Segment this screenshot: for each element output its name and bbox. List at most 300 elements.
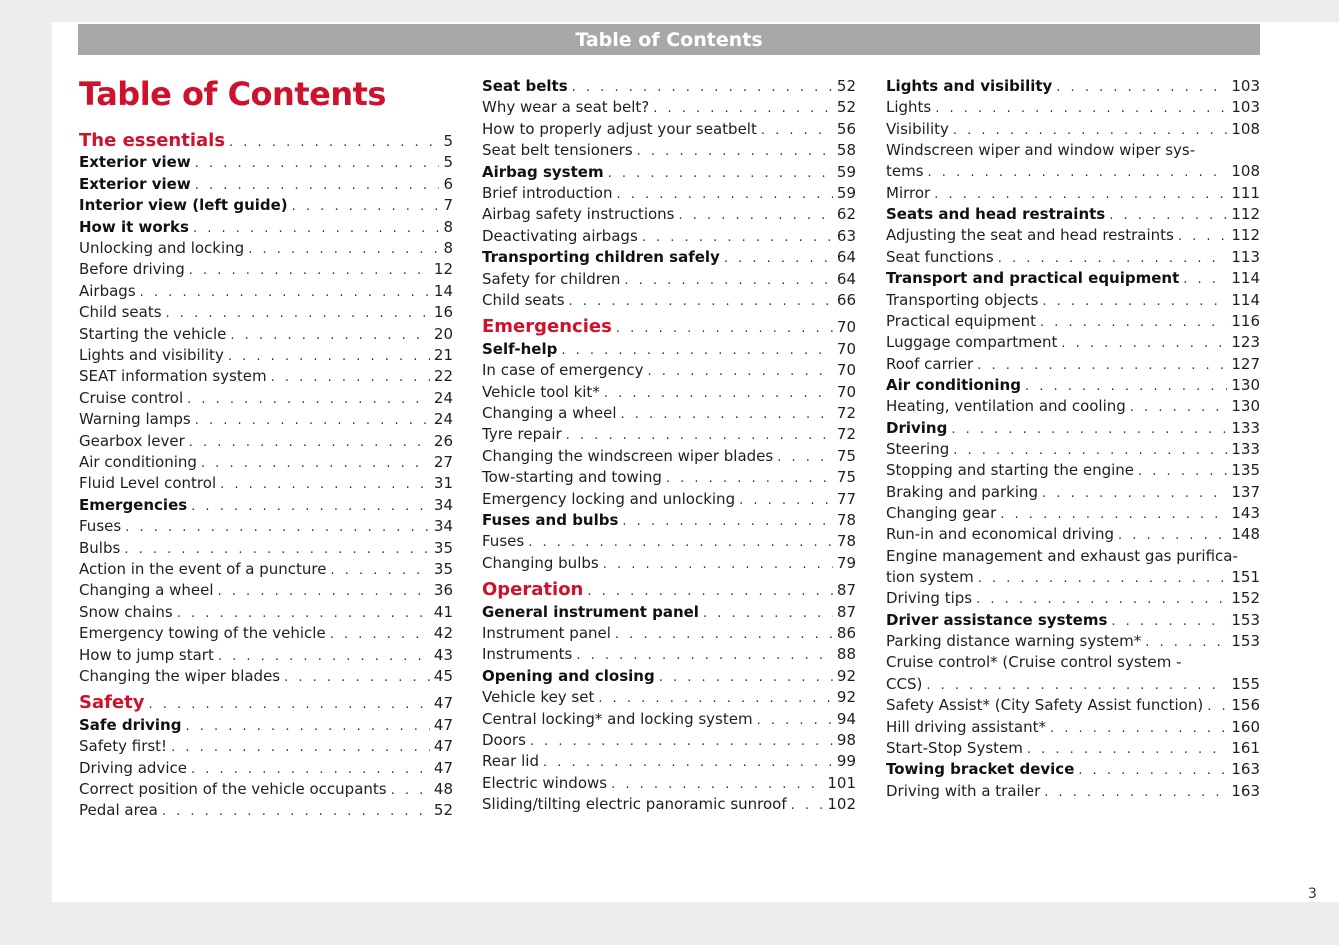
toc-page-number: 64 bbox=[836, 248, 856, 267]
toc-entry bbox=[79, 780, 453, 798]
toc-entry-title: Warning lamps bbox=[79, 410, 191, 429]
toc-entry bbox=[482, 291, 856, 309]
toc-entry-title: Changing the wiper blades bbox=[79, 667, 281, 685]
toc-leader-dots bbox=[572, 80, 833, 95]
toc-entry bbox=[482, 383, 856, 401]
toc-page-number: 114 bbox=[1231, 290, 1260, 309]
toc-page-number: 116 bbox=[1231, 311, 1260, 330]
toc-entry bbox=[886, 397, 1260, 415]
toc-entry bbox=[482, 667, 856, 685]
toc-entry-title: Driving advice bbox=[79, 758, 187, 777]
toc-leader-dots bbox=[757, 713, 833, 728]
page-number: 3 bbox=[1308, 886, 1317, 902]
toc-page-number: 14 bbox=[433, 281, 453, 300]
toc-leader-dots bbox=[928, 165, 1228, 180]
toc-page-number: 101 bbox=[827, 773, 856, 792]
toc-entry-title: Child seats bbox=[79, 303, 162, 322]
toc-leader-dots bbox=[220, 477, 430, 492]
toc-leader-dots bbox=[761, 123, 833, 138]
toc-entry bbox=[79, 325, 453, 343]
toc-entry bbox=[79, 218, 453, 236]
toc-leader-dots bbox=[1130, 400, 1228, 415]
toc-page-number: 148 bbox=[1231, 525, 1260, 544]
toc-entry bbox=[886, 162, 1260, 180]
toc-leader-dots bbox=[648, 364, 833, 379]
toc-entry-title: Pedal area bbox=[79, 801, 158, 820]
toc-leader-dots bbox=[195, 178, 440, 193]
toc-page-number: 59 bbox=[836, 162, 856, 181]
toc-entry bbox=[886, 760, 1260, 778]
toc-entry bbox=[482, 645, 856, 663]
toc-page-number: 112 bbox=[1231, 226, 1260, 245]
toc-entry-title: Driver assistance systems bbox=[886, 610, 1108, 629]
toc-page-number: 72 bbox=[836, 425, 856, 444]
toc-page-number: 12 bbox=[433, 260, 453, 279]
toc-entry-title: Driving tips bbox=[886, 589, 973, 608]
toc-page-number: 16 bbox=[433, 303, 453, 322]
toc-entry bbox=[79, 560, 453, 578]
toc-leader-dots bbox=[608, 166, 833, 181]
toc-entry-title: Heating, ventilation and cooling bbox=[886, 397, 1126, 416]
toc-entry bbox=[79, 303, 453, 321]
toc-entry-title: Seat belt tensioners bbox=[482, 141, 633, 160]
toc-leader-dots bbox=[1025, 379, 1227, 394]
toc-entry bbox=[482, 404, 856, 422]
toc-page-number: 34 bbox=[433, 495, 453, 514]
toc-leader-dots bbox=[642, 230, 833, 245]
toc-page-number: 52 bbox=[836, 77, 856, 95]
toc-entry-title: Stopping and starting the engine bbox=[886, 461, 1135, 480]
toc-page-number: 113 bbox=[1231, 247, 1260, 266]
toc-page-number: 135 bbox=[1231, 461, 1260, 480]
toc-entry bbox=[482, 624, 856, 642]
toc-page-number: 75 bbox=[836, 468, 856, 487]
toc-entry-title: Run-in and economical driving bbox=[886, 525, 1115, 544]
toc-page-number: 78 bbox=[836, 511, 856, 529]
toc-page-number: 108 bbox=[1231, 119, 1260, 138]
toc-entry bbox=[79, 517, 453, 535]
toc-entry bbox=[886, 782, 1260, 800]
toc-entry-title: Airbag safety instructions bbox=[482, 205, 675, 224]
toc-entry bbox=[886, 739, 1260, 757]
toc-entry-title: How to jump start bbox=[79, 645, 214, 664]
toc-leader-dots bbox=[1178, 229, 1228, 244]
toc-leader-dots bbox=[166, 306, 430, 321]
toc-page-number: 103 bbox=[1231, 98, 1260, 117]
toc-entry-title: In case of emergency bbox=[482, 361, 644, 380]
toc-page-number: 163 bbox=[1231, 781, 1260, 800]
toc-leader-dots bbox=[124, 542, 430, 557]
toc-leader-dots bbox=[1056, 80, 1227, 95]
toc-page-number: 108 bbox=[1231, 162, 1260, 181]
toc-entry-title: General instrument panel bbox=[482, 602, 699, 621]
toc-entry-title: Interior view (left guide) bbox=[79, 196, 288, 215]
toc-entry bbox=[886, 718, 1260, 736]
toc-leader-dots bbox=[171, 740, 430, 755]
toc-entry bbox=[886, 120, 1260, 138]
toc-entry bbox=[886, 77, 1260, 95]
toc-entry-title: Cruise control bbox=[79, 388, 184, 407]
toc-entry bbox=[79, 196, 453, 214]
toc-page-number: 127 bbox=[1231, 354, 1260, 373]
toc-entry bbox=[482, 603, 856, 621]
toc-leader-dots bbox=[543, 755, 833, 770]
toc-entry bbox=[79, 346, 453, 364]
toc-entry bbox=[886, 696, 1260, 714]
toc-entry bbox=[79, 667, 453, 685]
toc-page-number: 36 bbox=[433, 581, 453, 600]
toc-page-number: 31 bbox=[433, 474, 453, 493]
toc-entry-title: Correct position of the vehicle occupants bbox=[79, 780, 387, 798]
toc-page-number: 24 bbox=[433, 388, 453, 407]
toc-entry-title: Central locking* and locking system bbox=[482, 709, 753, 728]
toc-entry bbox=[482, 184, 856, 202]
toc-page-number: 88 bbox=[836, 645, 856, 664]
toc-entry-title: Fluid Level control bbox=[79, 474, 217, 493]
toc-entry-title: Tow-starting and towing bbox=[482, 468, 662, 487]
toc-page-number: 70 bbox=[836, 361, 856, 380]
toc-leader-dots bbox=[1138, 464, 1227, 479]
toc-leader-dots bbox=[934, 187, 1227, 202]
toc-entry-title: Seats and head restraints bbox=[886, 205, 1106, 224]
toc-leader-dots bbox=[611, 777, 823, 792]
toc-entry-title: Roof carrier bbox=[886, 354, 974, 373]
toc-entry bbox=[886, 675, 1260, 693]
toc-entry bbox=[482, 774, 856, 792]
toc-page-number: 112 bbox=[1231, 205, 1260, 224]
toc-leader-dots bbox=[615, 627, 833, 642]
toc-entry-title: Adjusting the seat and head restraints bbox=[886, 226, 1174, 245]
toc-entry bbox=[79, 646, 453, 664]
toc-leader-dots bbox=[284, 670, 430, 685]
toc-entry bbox=[79, 474, 453, 492]
toc-leader-dots bbox=[1183, 272, 1227, 287]
toc-entry-title: Self-help bbox=[482, 339, 558, 358]
toc-entry bbox=[886, 419, 1260, 437]
toc-entry-title: Hill driving assistant* bbox=[886, 717, 1047, 736]
toc-page-number: 35 bbox=[433, 538, 453, 557]
toc-leader-dots bbox=[1000, 507, 1227, 522]
toc-leader-dots bbox=[149, 697, 430, 712]
toc-entry-title: Lights bbox=[886, 98, 932, 117]
toc-page-number: 5 bbox=[443, 132, 453, 150]
toc-entry-title: Opening and closing bbox=[482, 666, 655, 685]
toc-entry-title: Rear lid bbox=[482, 752, 539, 771]
toc-entry-title: Emergencies bbox=[79, 495, 188, 514]
toc-entry-title: tion system bbox=[886, 568, 974, 587]
toc-page-number: 75 bbox=[836, 446, 856, 465]
toc-entry-title: Braking and parking bbox=[886, 482, 1039, 501]
toc-leader-dots bbox=[1042, 294, 1227, 309]
toc-entry bbox=[482, 141, 856, 159]
toc-entry-title: Air conditioning bbox=[79, 453, 197, 471]
toc-page-number: 45 bbox=[433, 667, 453, 685]
toc-page-number: 47 bbox=[433, 715, 453, 734]
toc-entry bbox=[482, 532, 856, 550]
toc-entry bbox=[79, 759, 453, 777]
toc-page-number: 27 bbox=[433, 453, 453, 471]
toc-entry bbox=[886, 376, 1260, 394]
toc-page-number: 70 bbox=[836, 382, 856, 401]
toc-entry bbox=[886, 568, 1260, 586]
toc-page-number: 41 bbox=[433, 602, 453, 621]
toc-entry-title: Gearbox lever bbox=[79, 431, 185, 450]
toc-page-number: 133 bbox=[1231, 418, 1260, 437]
toc-leader-dots bbox=[162, 804, 430, 819]
toc-entry-title: Exterior view bbox=[79, 174, 191, 193]
toc-entry-title: Bulbs bbox=[79, 538, 121, 557]
toc-entry bbox=[482, 361, 856, 379]
toc-entry-title: Changing a wheel bbox=[482, 404, 617, 422]
toc-page-number: 64 bbox=[836, 269, 856, 288]
toc-entry-title: Transporting objects bbox=[886, 290, 1039, 309]
toc-entry-title: Emergency towing of the vehicle bbox=[79, 624, 326, 643]
toc-entry bbox=[886, 611, 1260, 629]
toc-leader-dots bbox=[576, 648, 833, 663]
toc-entry bbox=[79, 260, 453, 278]
toc-leader-dots bbox=[1044, 785, 1227, 800]
toc-page-number: 160 bbox=[1231, 717, 1260, 736]
toc-page-number: 130 bbox=[1231, 397, 1260, 416]
toc-page-number: 114 bbox=[1231, 269, 1260, 288]
toc-entry-title: Brief introduction bbox=[482, 184, 613, 202]
toc-entry-title: Changing bulbs bbox=[482, 553, 599, 572]
toc-entry bbox=[79, 175, 453, 193]
toc-section bbox=[79, 692, 453, 713]
toc-leader-dots bbox=[1078, 763, 1227, 778]
toc-leader-dots bbox=[1145, 635, 1227, 650]
toc-page-number: 79 bbox=[836, 553, 856, 572]
toc-leader-dots bbox=[391, 783, 430, 798]
toc-page-number: 63 bbox=[836, 226, 856, 245]
toc-entry bbox=[482, 795, 856, 813]
toc-leader-dots bbox=[659, 670, 833, 685]
toc-leader-dots bbox=[951, 422, 1227, 437]
toc-entry bbox=[886, 333, 1260, 351]
toc-entry bbox=[482, 248, 856, 266]
toc-entry-title: Safety for children bbox=[482, 269, 621, 288]
toc-entry bbox=[482, 98, 856, 116]
toc-leader-dots bbox=[187, 392, 430, 407]
toc-leader-dots bbox=[191, 499, 430, 514]
toc-entry-title: Deactivating airbags bbox=[482, 226, 638, 245]
toc-leader-dots bbox=[185, 719, 429, 734]
toc-leader-dots bbox=[1207, 699, 1227, 714]
toc-entry bbox=[482, 77, 856, 95]
toc-entry-title: Cruise control* (Cruise control system - bbox=[886, 653, 1182, 672]
toc-page-number: 72 bbox=[836, 404, 856, 422]
toc-entry bbox=[79, 539, 453, 557]
toc-page-number: 99 bbox=[836, 752, 856, 771]
toc-leader-dots bbox=[791, 798, 824, 813]
toc-entry-title: SEAT information system bbox=[79, 367, 267, 386]
toc-page-number: 130 bbox=[1231, 375, 1260, 394]
toc-page-number: 153 bbox=[1231, 610, 1260, 629]
toc-leader-dots bbox=[637, 144, 833, 159]
toc-entry-title: Mirror bbox=[886, 183, 931, 202]
toc-entry-title: Engine management and exhaust gas purifica- bbox=[886, 546, 1238, 565]
toc-leader-dots bbox=[201, 456, 430, 471]
toc-entry-title: How to properly adjust your seatbelt bbox=[482, 119, 757, 138]
toc-entry-title: Operation bbox=[482, 579, 584, 601]
toc-entry-title: Towing bracket device bbox=[886, 760, 1075, 779]
toc-leader-dots bbox=[229, 135, 439, 150]
toc-page-number: 24 bbox=[433, 410, 453, 429]
toc-leader-dots bbox=[953, 123, 1227, 138]
toc-page-number: 66 bbox=[836, 291, 856, 309]
toc-page-number: 123 bbox=[1231, 333, 1260, 352]
toc-leader-dots bbox=[604, 386, 833, 401]
toc-entry-title: Seat belts bbox=[482, 77, 568, 95]
toc-leader-dots bbox=[703, 606, 833, 621]
toc-leader-dots bbox=[976, 592, 1227, 607]
toc-leader-dots bbox=[598, 691, 833, 706]
toc-entry-title: tems bbox=[886, 162, 924, 181]
toc-leader-dots bbox=[1118, 528, 1227, 543]
toc-page-number: 94 bbox=[836, 709, 856, 728]
toc-entry-title: Seat functions bbox=[886, 247, 994, 266]
toc-entry-title: Fuses bbox=[79, 517, 122, 536]
toc-entry-title: Child seats bbox=[482, 291, 565, 309]
toc-entry-title: Sliding/tilting electric panoramic sunroof bbox=[482, 795, 787, 814]
toc-leader-dots bbox=[125, 520, 430, 535]
toc-page-number: 70 bbox=[836, 318, 856, 337]
toc-page-number: 92 bbox=[836, 666, 856, 685]
toc-entry-title: Changing the windscreen wiper blades bbox=[482, 446, 774, 465]
toc-entry-title: Air conditioning bbox=[886, 375, 1021, 394]
toc-page-number: 52 bbox=[836, 98, 856, 117]
toc-entry bbox=[79, 453, 453, 471]
toc-entry-title: Airbags bbox=[79, 281, 136, 300]
toc-entry-title: Start-Stop System bbox=[886, 738, 1023, 757]
toc-page-number: 48 bbox=[433, 780, 453, 798]
toc-entry-title: Exterior view bbox=[79, 153, 191, 172]
toc-entry-title: Vehicle key set bbox=[482, 688, 595, 707]
toc-leader-dots bbox=[953, 443, 1227, 458]
toc-leader-dots bbox=[1050, 721, 1227, 736]
toc-section bbox=[482, 579, 856, 600]
toc-entry-title: Luggage compartment bbox=[886, 333, 1058, 352]
toc-leader-dots bbox=[739, 493, 833, 508]
toc-entry bbox=[886, 205, 1260, 223]
toc-page-number: 47 bbox=[433, 694, 453, 713]
toc-entry-title: Emergency locking and unlocking bbox=[482, 489, 736, 508]
toc-entry bbox=[79, 153, 453, 171]
toc-entry bbox=[886, 269, 1260, 287]
toc-page-number: 151 bbox=[1231, 568, 1260, 587]
toc-page-number: 156 bbox=[1231, 696, 1260, 715]
toc-entry-title: Changing a wheel bbox=[79, 581, 214, 600]
toc-entry bbox=[79, 716, 453, 734]
toc-leader-dots bbox=[622, 514, 832, 529]
toc-entry-title: Steering bbox=[886, 439, 950, 458]
toc-entry bbox=[886, 312, 1260, 330]
toc-entry bbox=[79, 389, 453, 407]
toc-entry-title: CCS) bbox=[886, 674, 923, 693]
toc-leader-dots bbox=[724, 251, 833, 266]
toc-entry bbox=[482, 227, 856, 245]
toc-entry-title: Tyre repair bbox=[482, 425, 562, 444]
toc-entry-title: Fuses bbox=[482, 532, 525, 551]
toc-leader-dots bbox=[1109, 208, 1227, 223]
toc-entry bbox=[79, 624, 453, 642]
toc-entry bbox=[482, 425, 856, 443]
toc-page-number: 8 bbox=[443, 217, 453, 236]
toc-entry bbox=[886, 184, 1260, 202]
toc-leader-dots bbox=[140, 285, 430, 300]
toc-entry bbox=[482, 340, 856, 358]
toc-entry bbox=[79, 410, 453, 428]
toc-entry bbox=[886, 291, 1260, 309]
toc-page-number: 56 bbox=[836, 119, 856, 138]
toc-entry-title: Snow chains bbox=[79, 602, 173, 621]
toc-entry-title: Changing gear bbox=[886, 504, 997, 522]
toc-page-number: 163 bbox=[1231, 760, 1260, 779]
toc-page-number: 7 bbox=[443, 196, 453, 215]
toc-leader-dots bbox=[616, 321, 833, 336]
toc-leader-dots bbox=[530, 734, 833, 749]
toc-entry-title: Lights and visibility bbox=[79, 346, 224, 364]
toc-leader-dots bbox=[189, 435, 430, 450]
toc-leader-dots bbox=[587, 584, 833, 599]
toc-leader-dots bbox=[191, 762, 430, 777]
toc-leader-dots bbox=[195, 156, 440, 171]
toc-page-number: 137 bbox=[1231, 482, 1260, 501]
toc-entry-title: The essentials bbox=[79, 130, 226, 151]
toc-entry bbox=[886, 525, 1260, 543]
toc-entry bbox=[886, 248, 1260, 266]
toc-leader-dots bbox=[978, 571, 1228, 586]
toc-entry-title: Instrument panel bbox=[482, 624, 611, 642]
toc-entry-title: Before driving bbox=[79, 260, 185, 279]
toc-leader-dots bbox=[678, 208, 832, 223]
toc-page-number: 152 bbox=[1231, 589, 1260, 608]
toc-page-number: 62 bbox=[836, 205, 856, 224]
toc-leader-dots bbox=[1061, 336, 1227, 351]
toc-entry bbox=[886, 589, 1260, 607]
toc-page-number: 78 bbox=[836, 532, 856, 551]
toc-entry-title: Transporting children safely bbox=[482, 248, 720, 267]
toc-page-number: 103 bbox=[1231, 77, 1260, 95]
toc-entry bbox=[886, 547, 1260, 565]
toc-entry-title: Safety first! bbox=[79, 737, 168, 756]
toc-entry-title: Driving bbox=[886, 418, 948, 437]
toc-leader-dots bbox=[218, 584, 430, 599]
toc-entry-title: Fuses and bulbs bbox=[482, 511, 619, 529]
toc-leader-dots bbox=[621, 407, 833, 422]
toc-entry-title: Driving with a trailer bbox=[886, 781, 1041, 800]
toc-leader-dots bbox=[666, 471, 833, 486]
toc-page-number: 133 bbox=[1231, 439, 1260, 458]
toc-leader-dots bbox=[1040, 315, 1227, 330]
toc-leader-dots bbox=[653, 101, 833, 116]
toc-leader-dots bbox=[193, 221, 440, 236]
toc-page-number: 26 bbox=[433, 431, 453, 450]
toc-page-number: 59 bbox=[836, 184, 856, 202]
toc-entry bbox=[79, 737, 453, 755]
toc-entry bbox=[79, 603, 453, 621]
toc-leader-dots bbox=[331, 563, 430, 578]
toc-page-number: 87 bbox=[836, 581, 856, 600]
toc-entry-title: Airbag system bbox=[482, 162, 604, 181]
toc-page-number: 35 bbox=[433, 560, 453, 578]
toc-entry bbox=[482, 120, 856, 138]
toc-page-number: 70 bbox=[836, 339, 856, 358]
toc-page-number: 77 bbox=[836, 489, 856, 508]
toc-entry bbox=[886, 440, 1260, 458]
toc-page-number: 111 bbox=[1231, 183, 1260, 202]
toc-entry bbox=[886, 98, 1260, 116]
